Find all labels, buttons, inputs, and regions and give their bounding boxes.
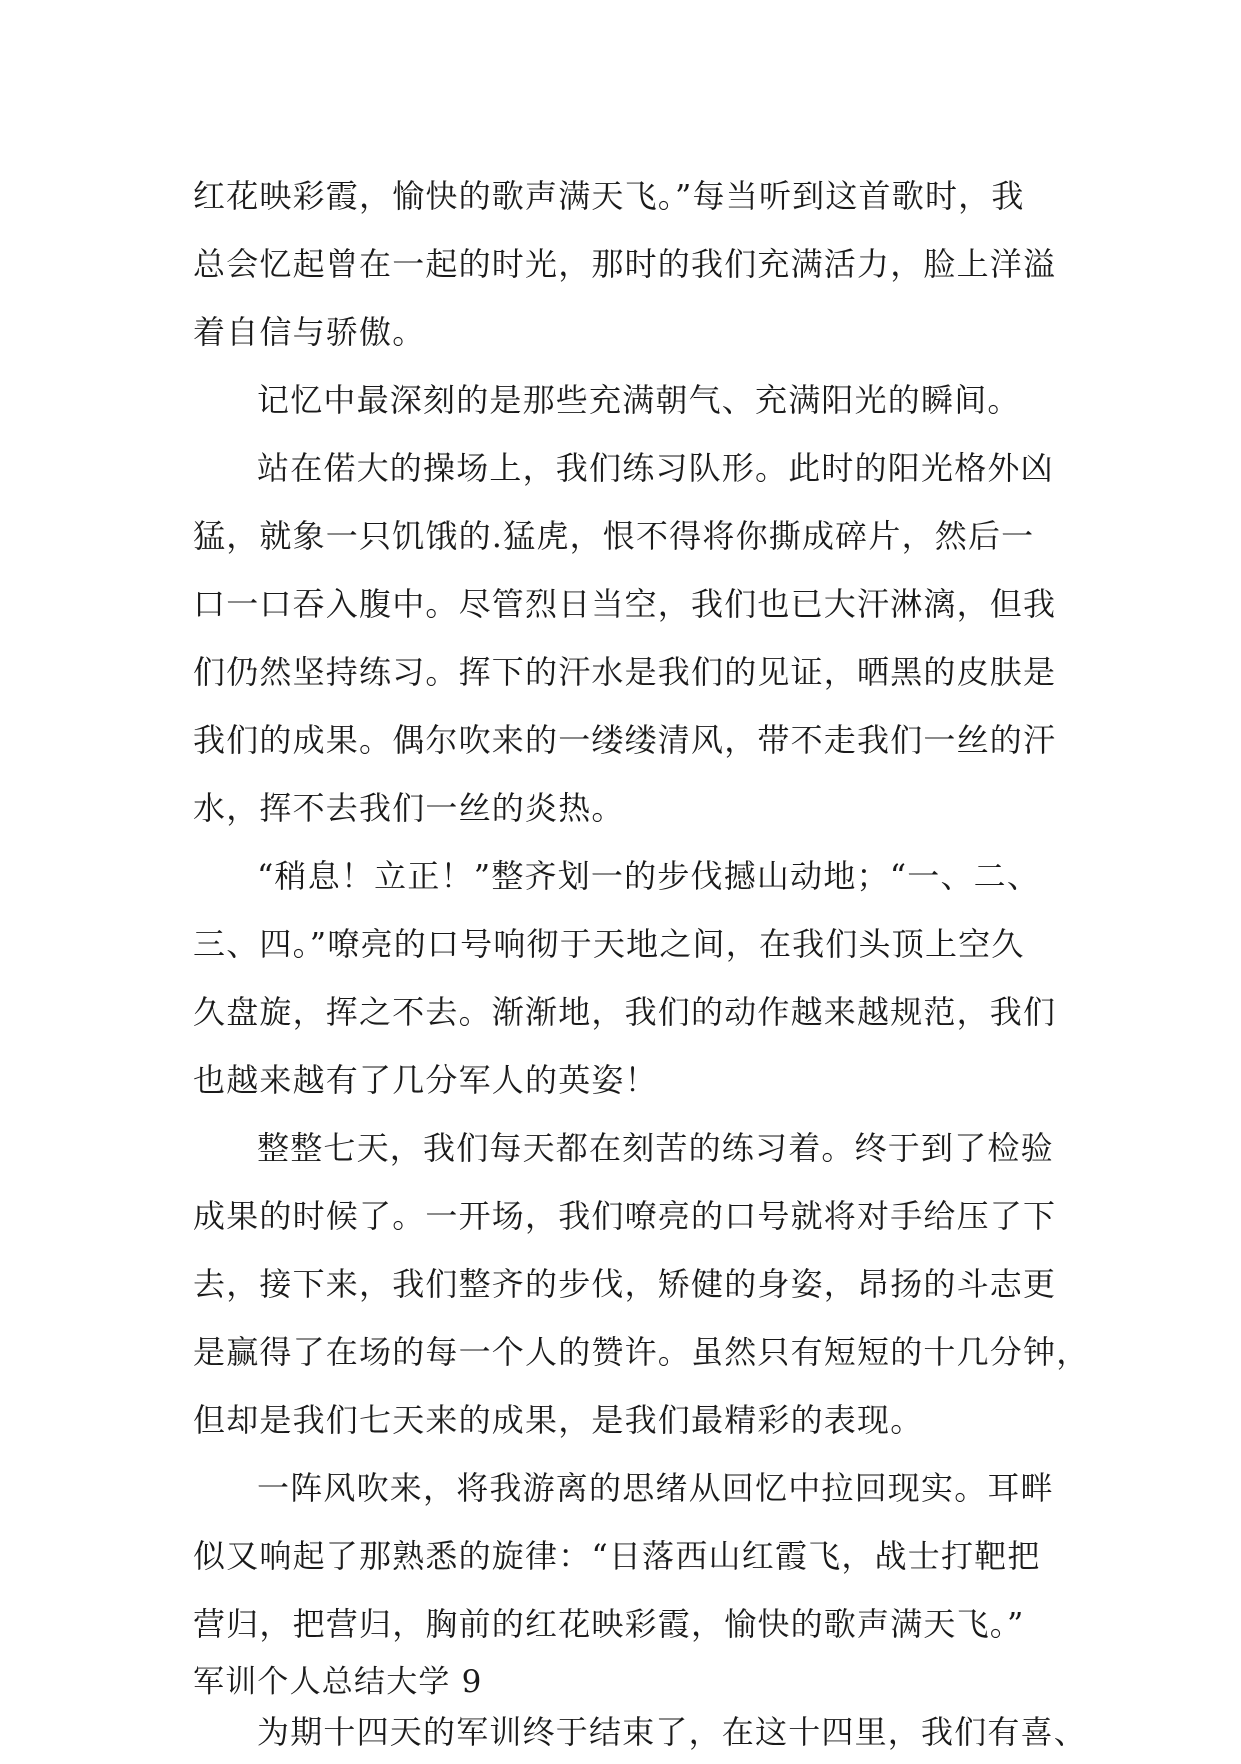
paragraph-first-line: 整整七天，我们每天都在刻苦的练习着。终于到了检验: [257, 1129, 1054, 1167]
text-line: 去，接下来，我们整齐的步伐，矫健的身姿，昂扬的斗志更: [193, 1265, 1057, 1303]
paragraph-first-line: 记忆中最深刻的是那些充满朝气、充满阳光的瞬间。: [257, 381, 1021, 419]
text-line: 营归，把营归，胸前的红花映彩霞，愉快的歌声满天飞。”: [193, 1605, 1025, 1643]
text-line: 成果的时候了。一开场，我们嘹亮的口号就将对手给压了下: [193, 1197, 1057, 1235]
text-line: 也越来越有了几分军人的英姿！: [193, 1061, 658, 1099]
paragraph-first-line: “稍息！立正！”整齐划一的步伐撼山动地；“一、二、: [257, 857, 1041, 895]
text-line: 红花映彩霞，愉快的歌声满天飞。”每当听到这首歌时，我: [193, 177, 1025, 215]
text-line: 们仍然坚持练习。挥下的汗水是我们的见证，晒黑的皮肤是: [193, 653, 1057, 691]
text-line: 总会忆起曾在一起的时光，那时的我们充满活力，脸上洋溢: [193, 245, 1057, 283]
paragraph-first-line: 为期十四天的军训终于结束了，在这十四里，我们有喜、: [257, 1713, 1088, 1751]
text-line: 似又响起了那熟悉的旋律：“日落西山红霞飞，战士打靶把: [193, 1537, 1041, 1575]
text-line: 但却是我们七天来的成果，是我们最精彩的表现。: [193, 1401, 924, 1439]
text-line: 久盘旋，挥之不去。渐渐地，我们的动作越来越规范，我们: [193, 993, 1057, 1031]
text-line: 水，挥不去我们一丝的炎热。: [193, 789, 625, 827]
paragraph-first-line: 站在偌大的操场上，我们练习队形。此时的阳光格外凶: [257, 449, 1054, 487]
text-line: 三、四。”嘹亮的口号响彻于天地之间，在我们头顶上空久: [193, 925, 1025, 963]
text-line: 猛，就象一只饥饿的.猛虎，恨不得将你撕成碎片，然后一: [193, 517, 1035, 555]
text-line: 口一口吞入腹中。尽管烈日当空，我们也已大汗淋漓，但我: [193, 585, 1057, 623]
text-line: 是赢得了在场的每一个人的赞许。虽然只有短短的十几分钟，: [193, 1333, 1090, 1371]
text-line: 着自信与骄傲。: [193, 313, 426, 351]
text-line: 我们的成果。偶尔吹来的一缕缕清风，带不走我们一丝的汗: [193, 721, 1057, 759]
section-heading: 军训个人总结大学 9: [193, 1664, 483, 1700]
paragraph-first-line: 一阵风吹来，将我游离的思绪从回忆中拉回现实。耳畔: [257, 1469, 1054, 1507]
